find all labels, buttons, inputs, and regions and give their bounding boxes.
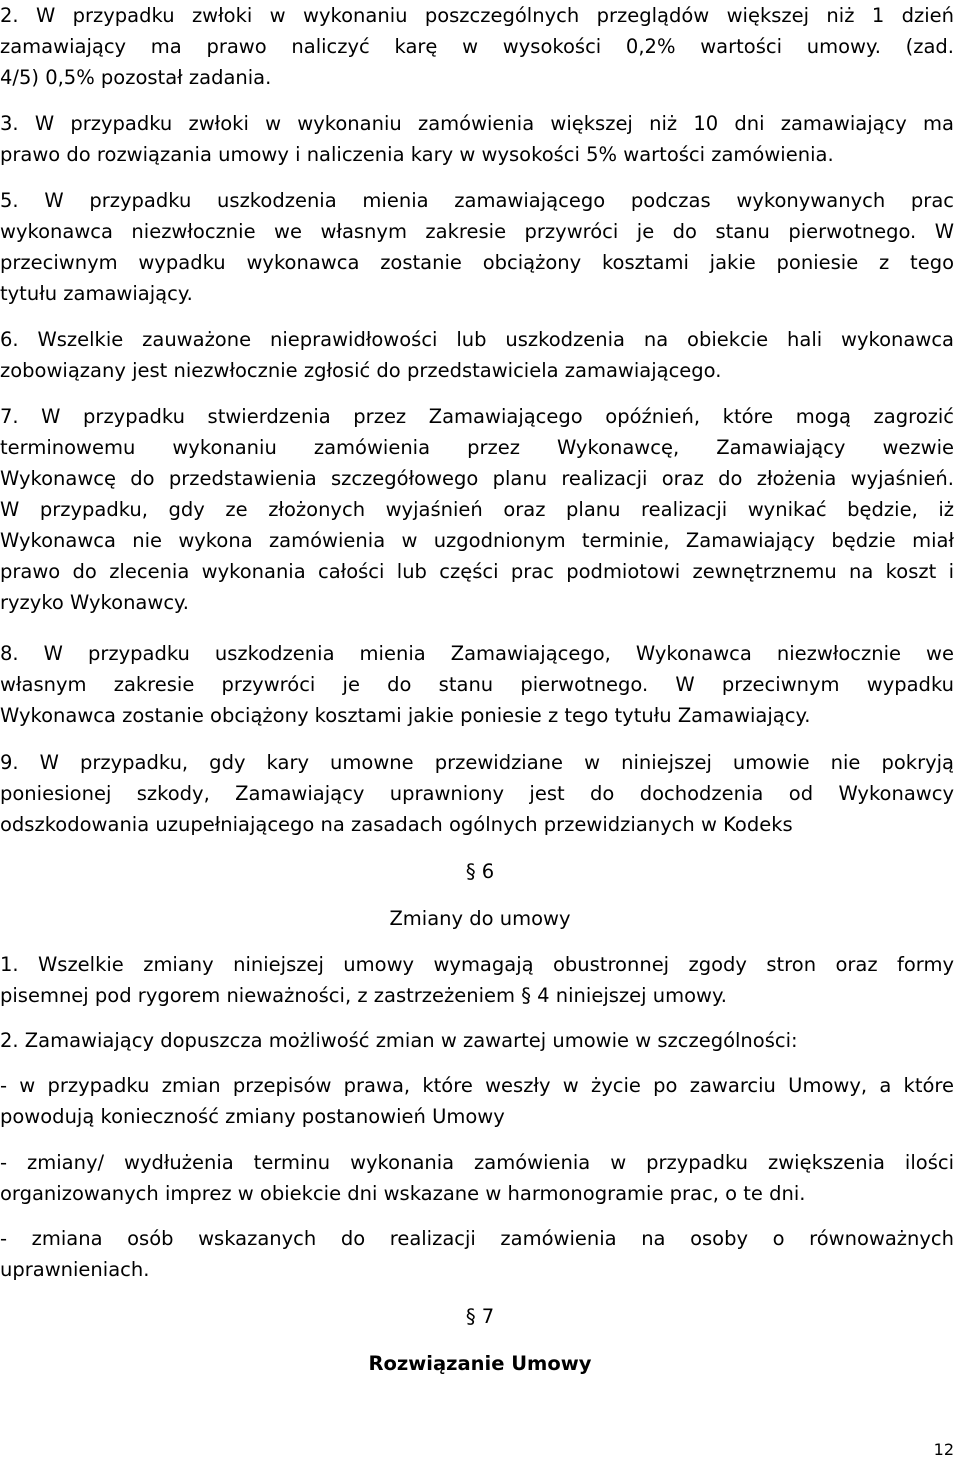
paragraph-3 bbox=[0, 108, 954, 170]
text-line: - zmiana osób wskazanych do realizacji zamówienia na osoby o równoważnych bbox=[0, 1227, 954, 1250]
text-line: 7. W przypadku stwierdzenia przez Zamawiającego opóźnień, które mogą zagrozić bbox=[0, 405, 954, 428]
page-number: 12 bbox=[933, 1440, 954, 1459]
text-line: organizowanych imprez w obiekcie dni wskazane w harmonogramie prac, o te dni. bbox=[0, 1182, 806, 1205]
text-line: Wykonawca zostanie obciążony kosztami jakie poniesie z tego tytułu Zamawiający. bbox=[0, 704, 811, 727]
text-line: przeciwnym wypadku wykonawca zostanie obciążony kosztami jakie poniesie z tego bbox=[0, 251, 954, 274]
text-line: terminowemu wykonaniu zamówienia przez Wykonawcę, Zamawiający wezwie bbox=[0, 436, 954, 459]
text-line: uprawnieniach. bbox=[0, 1258, 150, 1281]
text-line: - w przypadku zmian przepisów prawa, które weszły w życie po zawarciu Umowy, a które bbox=[0, 1074, 954, 1097]
text-line: odszkodowania uzupełniającego na zasadach ogólnych przewidzianych w Kodeks bbox=[0, 813, 793, 836]
text-line: 2. W przypadku zwłoki w wykonaniu poszczególnych przeglądów większej niż 1 dzień bbox=[0, 4, 954, 27]
paragraph-6 bbox=[0, 324, 954, 386]
section-7-symbol: § 7 bbox=[465, 1305, 495, 1328]
text-line: 9. W przypadku, gdy kary umowne przewidziane w niniejszej umowie nie pokryją bbox=[0, 751, 954, 774]
text-line: 3. W przypadku zwłoki w wykonaniu zamówienia większej niż 10 dni zamawiający ma bbox=[0, 112, 954, 135]
text-line: tytułu zamawiający. bbox=[0, 282, 193, 305]
text-line: pisemnej pod rygorem nieważności, z zastrzeżeniem § 4 niniejszej umowy. bbox=[0, 984, 727, 1007]
change-item-3 bbox=[0, 1070, 954, 1132]
text-line: 1. Wszelkie zmiany niniejszej umowy wymagają obustronnej zgody stron oraz formy bbox=[0, 953, 954, 976]
text-line: powodują konieczność zmiany postanowień Umowy bbox=[0, 1105, 505, 1128]
text-line: 2. Zamawiający dopuszcza możliwość zmian w zawartej umowie w szczególności: bbox=[0, 1029, 798, 1052]
text-line: wykonawca niezwłocznie we własnym zakresie przywróci je do stanu pierwotnego. W bbox=[0, 220, 954, 243]
text-line: prawo do zlecenia wykonania całości lub części prac podmiotowi zewnętrznemu na koszt i bbox=[0, 560, 954, 583]
text-line: zamawiający ma prawo naliczyć karę w wysokości 0,2% wartości umowy. (zad. bbox=[0, 35, 954, 58]
paragraph-9 bbox=[0, 747, 954, 840]
text-line: 6. Wszelkie zauważone nieprawidłowości lub uszkodzenia na obiekcie hali wykonawca bbox=[0, 328, 954, 351]
text-line: własnym zakresie przywróci je do stanu pierwotnego. W przeciwnym wypadku bbox=[0, 673, 954, 696]
change-item-2 bbox=[0, 1025, 954, 1056]
section-7-title: Rozwiązanie Umowy bbox=[368, 1352, 592, 1375]
text-line: poniesionej szkody, Zamawiający uprawniony jest do dochodzenia od Wykonawcy bbox=[0, 782, 954, 805]
change-item-4 bbox=[0, 1147, 954, 1209]
text-line: 8. W przypadku uszkodzenia mienia Zamawiającego, Wykonawca niezwłocznie we bbox=[0, 642, 954, 665]
change-item-1 bbox=[0, 949, 954, 1011]
text-line: 5. W przypadku uszkodzenia mienia zamawiającego podczas wykonywanych prac bbox=[0, 189, 954, 212]
text-line: ryzyko Wykonawcy. bbox=[0, 591, 190, 614]
text-line: W przypadku, gdy ze złożonych wyjaśnień oraz planu realizacji wynikać będzie, iż bbox=[0, 498, 954, 521]
paragraph-7 bbox=[0, 401, 954, 618]
text-line: 4/5) 0,5% pozostał zadania. bbox=[0, 66, 272, 89]
section-6-title: Zmiany do umowy bbox=[389, 907, 571, 930]
change-item-5 bbox=[0, 1223, 954, 1285]
paragraph-8 bbox=[0, 638, 954, 731]
paragraph-5 bbox=[0, 185, 954, 309]
paragraph-2 bbox=[0, 0, 954, 93]
text-line: - zmiany/ wydłużenia terminu wykonania zamówienia w przypadku zwiększenia ilości bbox=[0, 1151, 954, 1174]
text-line: prawo do rozwiązania umowy i naliczenia kary w wysokości 5% wartości zamówienia. bbox=[0, 143, 834, 166]
text-line: Wykonawca nie wykona zamówienia w uzgodnionym terminie, Zamawiający będzie miał bbox=[0, 529, 954, 552]
text-line: zobowiązany jest niezwłocznie zgłosić do przedstawiciela zamawiającego. bbox=[0, 359, 722, 382]
text-line: Wykonawcę do przedstawienia szczegółowego planu realizacji oraz do złożenia wyjaśnień. bbox=[0, 467, 954, 490]
section-6-symbol: § 6 bbox=[465, 860, 495, 883]
